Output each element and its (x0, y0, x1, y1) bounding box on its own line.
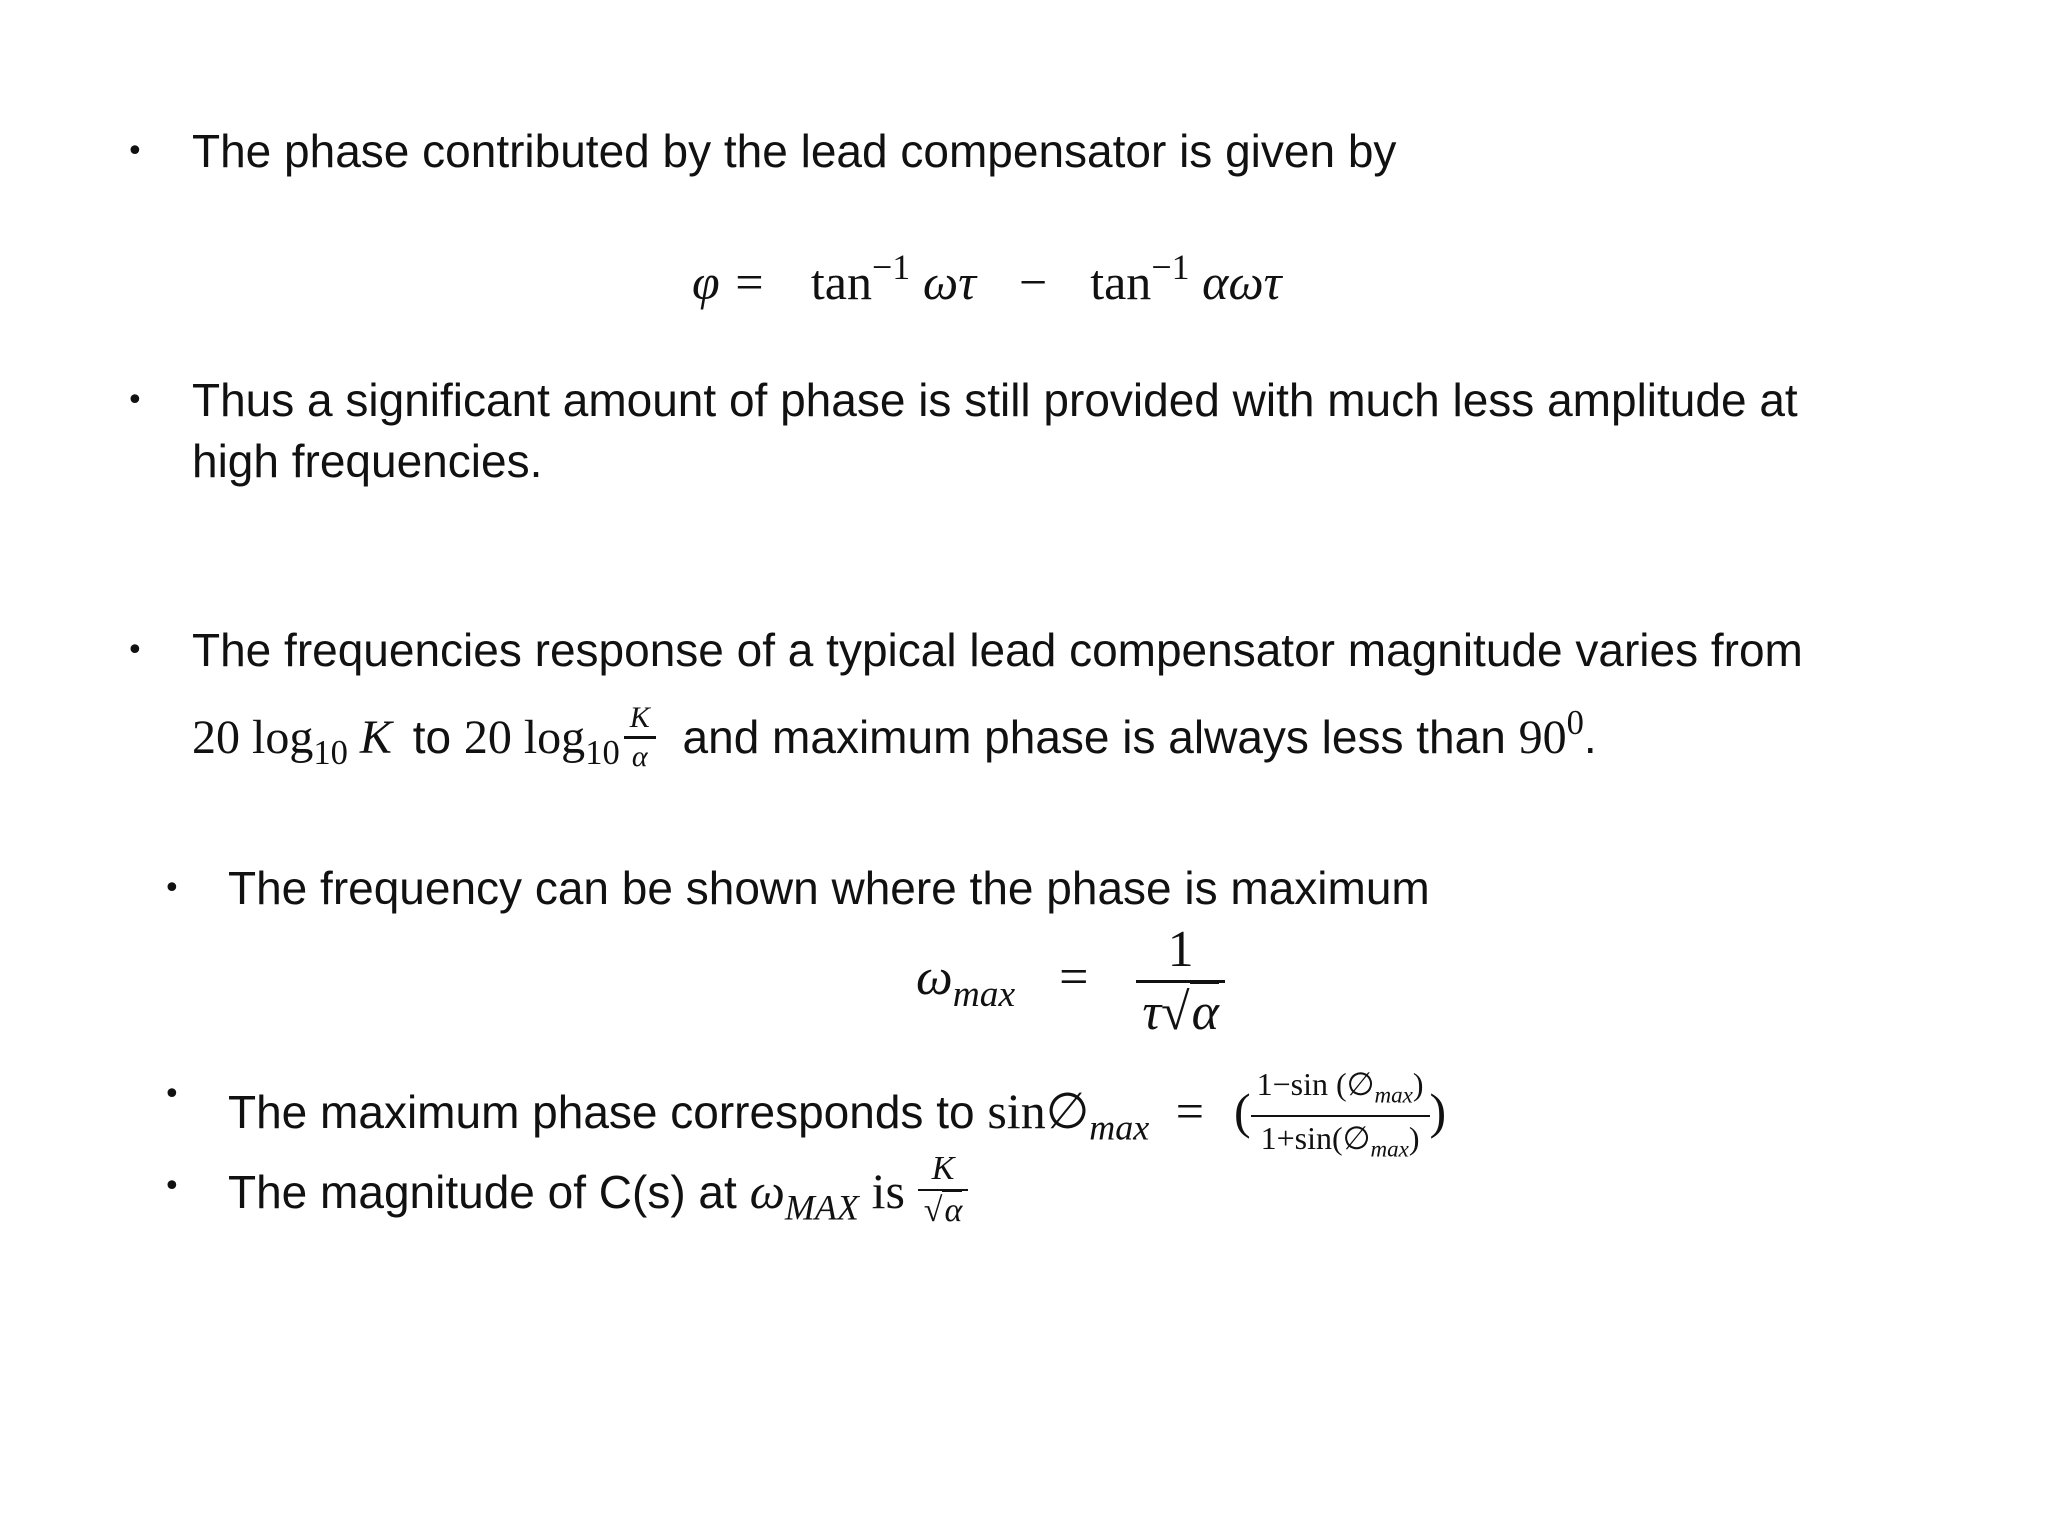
omega-max-fraction: $\frac{1}{\tau√\alpha}$ (1136, 920, 1224, 1043)
range-angle: $90^0$ (1518, 704, 1584, 764)
bullet-3-marker: • (126, 633, 144, 668)
bullet-4-text: The frequency can be shown where the phase is maximum (228, 862, 1430, 914)
bullet-3-line-1: The frequencies response of a typical lead compensator magnitude varies from (192, 624, 1803, 676)
bullet-5-text: The maximum phase corresponds to (228, 1085, 975, 1138)
magnitude-fraction: $\frac{K}{√\alpha}$ (918, 1149, 969, 1231)
bullet-6-marker: • (163, 1169, 181, 1204)
bullet-2-line-2: high frequencies. (192, 435, 543, 487)
bullet-2-marker: • (126, 383, 144, 418)
bullet-6-line (228, 1150, 968, 1239)
bullet-2-line-1: Thus a significant amount of phase is still provided with much less amplitude at (192, 374, 1798, 426)
omega-max-equation: $\omega_{max}$ = $\frac{1}{\tau√\alpha}$ (916, 920, 1225, 1043)
eq1-tan2: tan (1090, 253, 1152, 310)
bullet-5-marker: • (163, 1077, 181, 1112)
eq1-minus: − (1019, 253, 1048, 310)
range-to: to (412, 711, 452, 763)
phase-equation (692, 246, 1282, 311)
range-high: 20 $\log_{10}$ $\frac{K}{\alpha}$ (464, 711, 656, 764)
eq1-inv1: −1 (872, 247, 911, 287)
bullet-3-line-2: 20 $\log_{10} K$ to 20 $\log_{10}$ $\frac{K}{\alpha}$ and maximum phase is always less than $90^0$. (192, 701, 1597, 774)
bullet-1-text: The phase contributed by the lead compensator is given by (192, 125, 1397, 177)
eq1-inv2: −1 (1151, 247, 1190, 287)
eq1-arg2: αωτ (1202, 253, 1282, 310)
bullet-5-line (228, 1063, 1446, 1170)
eq1-tan1: tan (810, 253, 872, 310)
max-phase-expr: $\sin\emptyset_{max}$ = ( $\frac{1-\sin (\emptyset_{max})}{1+\sin(\emptyset_{max})}$ ) (987, 1083, 1446, 1139)
range-low: 20 $\log_{10} K$ (192, 711, 392, 773)
bullet-6-is: is (871, 1163, 905, 1220)
range-and: and maximum phase is always less than (682, 711, 1506, 763)
omega-max-symbol: $\omega_{MAX}$ (749, 1163, 859, 1228)
bullet-1-marker: • (126, 134, 144, 169)
bullet-6-text: The magnitude of C(s) at (228, 1166, 737, 1219)
eq1-arg1: ωτ (922, 253, 977, 310)
eq1-phi: φ = (692, 253, 766, 310)
bullet-4-marker: • (163, 871, 181, 906)
